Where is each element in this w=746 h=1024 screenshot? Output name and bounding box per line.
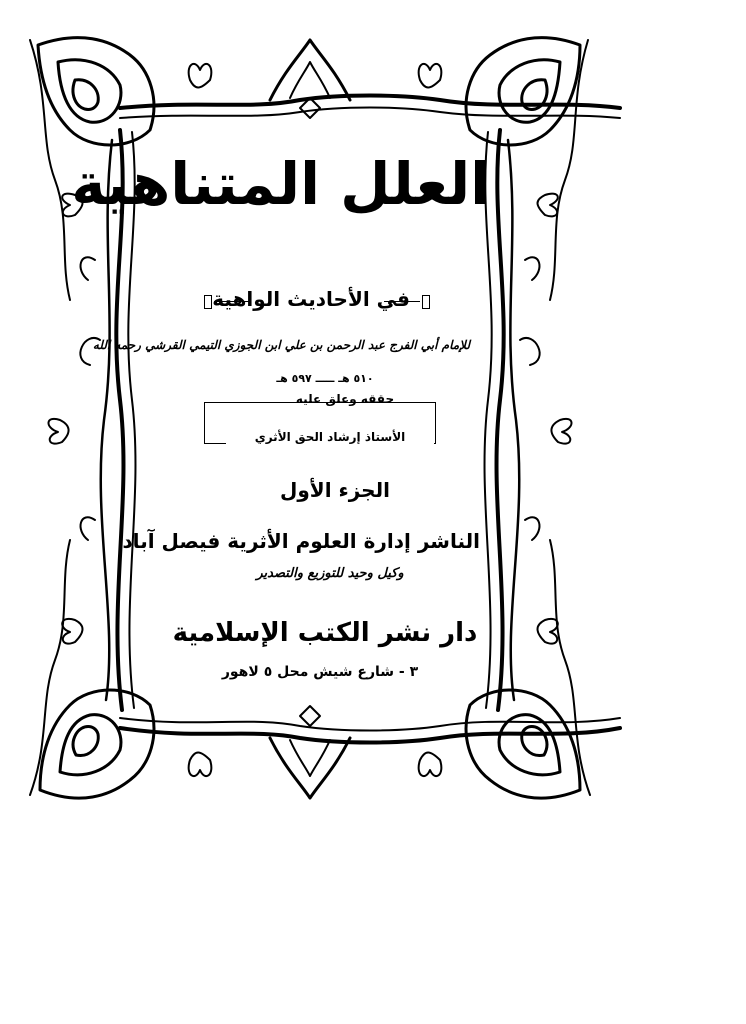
distributor-line: وكيل وحيد للتوزيع والتصدير <box>256 566 404 581</box>
book-subtitle: في الأحاديث الواهية <box>212 287 410 311</box>
editor-name: الأستاذ إرشاد الحق الأثري <box>226 430 434 444</box>
edited-by-label: حققه وعلق عليه <box>295 392 395 406</box>
publisher-address: ٣ - شارع شيش محل ٥ لاهور <box>221 664 419 680</box>
publisher-line: الناشر إدارة العلوم الأثرية فيصل آباد <box>122 529 480 553</box>
publishing-house: دار نشر الكتب الإسلامية <box>172 618 478 648</box>
author-dates: ٥١٠ هـ ـــــ ٥٩٧ هـ <box>276 372 374 385</box>
volume-label: الجزء الأول <box>280 478 390 502</box>
author-line: للإمام أبي الفرج عبد الرحمن بن علي ابن الجوزي التيمي القرشي رحمه الله <box>92 338 470 352</box>
book-title: العلل المتناهية <box>71 150 490 218</box>
